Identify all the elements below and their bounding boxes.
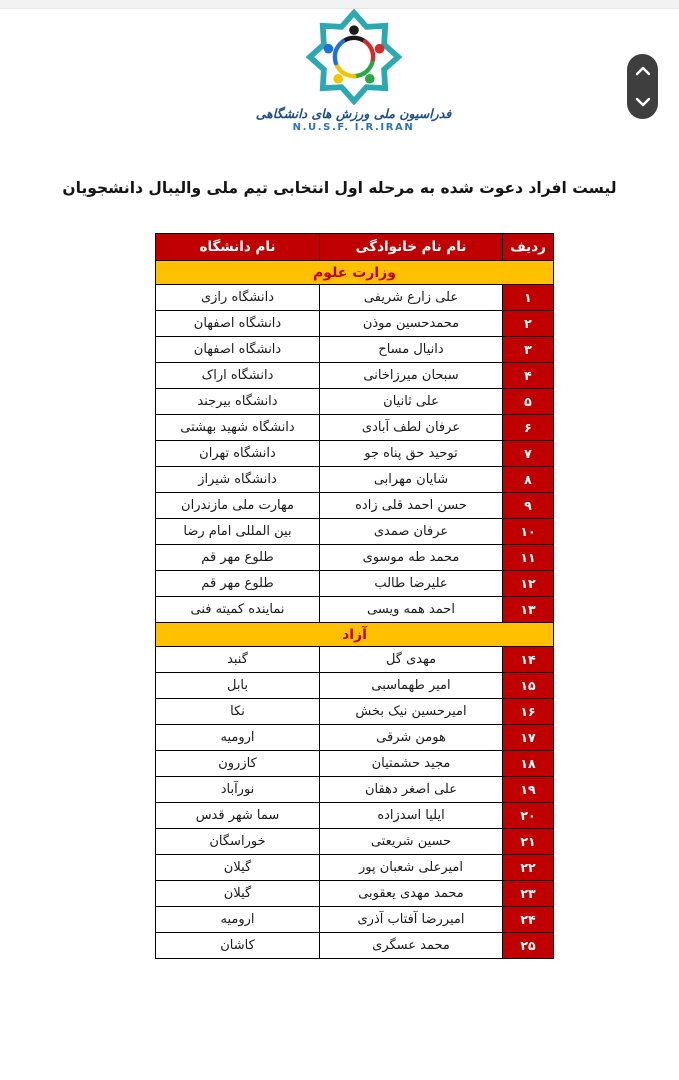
player-name-cell: علیرضا طالب [320,571,503,597]
invitees-table-body [156,261,554,959]
row-number-cell: ۱۳ [503,597,554,623]
row-number-cell: ۲۴ [503,907,554,933]
row-number-cell: ۲۵ [503,933,554,959]
player-name-cell: حسن احمد قلی زاده [320,493,503,519]
university-cell: بابل [156,673,320,699]
row-number-cell: ۱ [503,285,554,311]
university-cell: دانشگاه اراک [156,363,320,389]
scroll-down-button[interactable] [627,89,658,115]
row-number-cell: ۵ [503,389,554,415]
player-name-cell: هومن شرقی [320,725,503,751]
player-name-cell: امیرحسین نیک بخش [320,699,503,725]
table-row [156,571,554,597]
scroll-control [627,54,658,119]
university-cell: ارومیه [156,725,320,751]
table-header-row [156,234,554,261]
player-name-cell: مهدی گل [320,647,503,673]
table-row [156,337,554,363]
row-number-cell: ۲۲ [503,855,554,881]
table-row [156,829,554,855]
org-name-persian: فدراسیون ملی ورزش های دانشگاهی [255,106,452,121]
university-cell: سما شهر قدس [156,803,320,829]
university-cell: دانشگاه بیرجند [156,389,320,415]
university-cell: بین المللی امام رضا [156,519,320,545]
university-cell: گیلان [156,855,320,881]
row-number-cell: ۴ [503,363,554,389]
player-name-cell: عرفان صمدی [320,519,503,545]
player-name-cell: امیررضا آفتاب آذری [320,907,503,933]
federation-logo [14,9,679,133]
row-number-cell: ۱۵ [503,673,554,699]
player-name-cell: توحید حق پناه جو [320,441,503,467]
org-name-english: N.U.S.F. I.R.IRAN [292,122,415,133]
player-name-cell: محمد مهدی یعقوبی [320,881,503,907]
table-row [156,647,554,673]
table-row [156,389,554,415]
table-row [156,699,554,725]
section-row [156,261,554,285]
table-row [156,803,554,829]
row-number-cell: ۸ [503,467,554,493]
eight-point-star-icon [306,9,402,105]
row-number-cell: ۹ [503,493,554,519]
table-row [156,933,554,959]
player-name-cell: علی ثانیان [320,389,503,415]
row-number-cell: ۱۹ [503,777,554,803]
player-name-cell: عرفان لطف آبادی [320,415,503,441]
row-number-cell: ۷ [503,441,554,467]
table-row [156,597,554,623]
player-name-cell: محمد عسگری [320,933,503,959]
university-cell: نماینده کمیته فنی [156,597,320,623]
player-name-cell: محمد طه موسوی [320,545,503,571]
university-cell: دانشگاه اصفهان [156,337,320,363]
col-header-university: نام دانشگاه [156,234,320,261]
row-number-cell: ۳ [503,337,554,363]
university-cell: طلوع مهر قم [156,571,320,597]
row-number-cell: ۱۱ [503,545,554,571]
university-cell: طلوع مهر قم [156,545,320,571]
table-row [156,311,554,337]
player-name-cell: امیر طهماسبی [320,673,503,699]
table-row [156,751,554,777]
university-cell: گنبد [156,647,320,673]
table-row [156,363,554,389]
table-row [156,493,554,519]
row-number-cell: ۱۰ [503,519,554,545]
player-name-cell: امیرعلی شعبان پور [320,855,503,881]
table-row [156,673,554,699]
player-name-cell: علی زارع شریفی [320,285,503,311]
row-number-cell: ۲۳ [503,881,554,907]
player-name-cell: علی اصغر دهقان [320,777,503,803]
row-number-cell: ۱۸ [503,751,554,777]
chevron-down-icon [635,97,651,107]
university-cell: دانشگاه شیراز [156,467,320,493]
university-cell: ارومیه [156,907,320,933]
player-name-cell: حسین شریعتی [320,829,503,855]
table-row [156,545,554,571]
table-row [156,519,554,545]
row-number-cell: ۱۷ [503,725,554,751]
university-cell: کازرون [156,751,320,777]
university-cell: گیلان [156,881,320,907]
university-cell: خوراسگان [156,829,320,855]
table-row [156,725,554,751]
col-header-name: نام نام خانوادگی [320,234,503,261]
university-cell: مهارت ملی مازندران [156,493,320,519]
section-header: وزارت علوم [156,261,554,285]
university-cell: کاشان [156,933,320,959]
table-row [156,907,554,933]
university-cell: دانشگاه شهید بهشتی [156,415,320,441]
player-name-cell: شایان مهرابی [320,467,503,493]
table-row [156,881,554,907]
top-strip [0,0,679,9]
row-number-cell: ۲۰ [503,803,554,829]
player-name-cell: احمد همه ویسی [320,597,503,623]
row-number-cell: ۱۶ [503,699,554,725]
row-number-cell: ۶ [503,415,554,441]
chevron-up-icon [635,66,651,76]
table-row [156,441,554,467]
university-cell: نورآباد [156,777,320,803]
row-number-cell: ۲ [503,311,554,337]
col-header-row-number: ردیف [503,234,554,261]
player-name-cell: مجید حشمتیان [320,751,503,777]
row-number-cell: ۲۱ [503,829,554,855]
university-cell: دانشگاه رازی [156,285,320,311]
table-row [156,415,554,441]
scroll-up-button[interactable] [627,58,658,84]
university-cell: دانشگاه اصفهان [156,311,320,337]
row-number-cell: ۱۲ [503,571,554,597]
player-name-cell: دانیال مساح [320,337,503,363]
invitees-table [155,233,554,959]
page-title: لیست افراد دعوت شده به مرحله اول انتخابی تیم ملی والیبال دانشجویان [62,179,617,197]
university-cell: نکا [156,699,320,725]
player-name-cell: ایلیا اسدزاده [320,803,503,829]
row-number-cell: ۱۴ [503,647,554,673]
university-cell: دانشگاه تهران [156,441,320,467]
table-row [156,467,554,493]
player-name-cell: محمدحسین موذن [320,311,503,337]
table-row [156,285,554,311]
section-row [156,623,554,647]
player-name-cell: سبحان میرزاخانی [320,363,503,389]
table-row [156,855,554,881]
section-header: آزاد [156,623,554,647]
table-row [156,777,554,803]
